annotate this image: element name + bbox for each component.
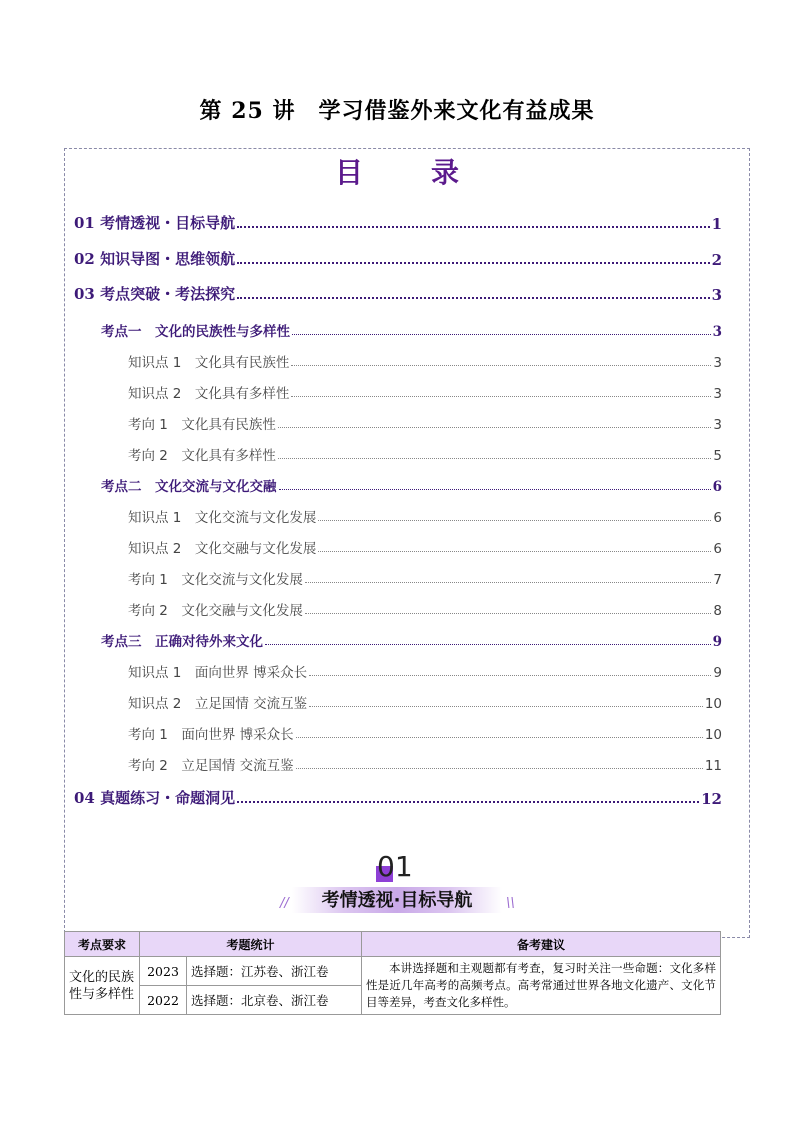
table-of-contents [64,148,750,938]
stat-cell: 选择题：北京卷、浙江卷 [187,986,362,1015]
toc-entry[interactable]: 考点二 文化交流与文化交融 6 [101,479,722,495]
table-header: 考题统计 [140,932,362,957]
toc-entry[interactable]: 03 考点突破・考法探究 3 [74,285,722,304]
table-header-row [65,932,721,957]
toc-entry[interactable]: 01 考情透视・目标导航 1 [74,214,722,233]
advice-cell: 本讲选择题和主观题都有考查，复习时关注一些命题：文化多样性是近几年高考的高频考点。高考常通过世界各地文化遗产、文化节目等差异，考查文化多样性。 [362,957,721,1015]
topic-cell: 文化的民族性与多样性 [65,957,140,1015]
slash-decoration-left: // [280,896,289,911]
table-row [65,957,721,986]
toc-entry[interactable]: 知识点 1 面向世界 博采众长 9 [128,665,722,681]
table-header: 备考建议 [362,932,721,957]
exam-analysis-table [64,931,721,1015]
toc-entry[interactable]: 知识点 2 文化具有多样性 3 [128,386,722,402]
toc-entry[interactable]: 知识点 2 立足国情 交流互鉴 10 [128,696,722,712]
toc-heading: 目 录 [334,156,479,189]
toc-entry[interactable]: 02 知识导图・思维领航 2 [74,250,722,269]
toc-entry[interactable]: 考点一 文化的民族性与多样性 3 [101,324,722,340]
page-title: 第 25 讲 学习借鉴外来文化有益成果 [199,98,595,124]
section-title: 考情透视·目标导航 [321,890,473,911]
toc-entry[interactable]: 考点三 正确对待外来文化 9 [101,634,722,650]
toc-entry[interactable]: 知识点 1 文化具有民族性 3 [128,355,722,371]
toc-entry[interactable]: 考向 2 文化交融与文化发展 8 [128,603,722,619]
toc-entry[interactable]: 知识点 1 文化交流与文化发展 6 [128,510,722,526]
toc-entry[interactable]: 04 真题练习・命题洞见 12 [74,789,722,808]
year-cell: 2023 [140,957,187,986]
toc-entry[interactable]: 知识点 2 文化交融与文化发展 6 [128,541,722,557]
toc-entry[interactable]: 考向 2 立足国情 交流互鉴 11 [128,758,722,774]
slash-decoration-right: \\ [506,896,515,911]
toc-entry[interactable]: 考向 1 面向世界 博采众长 10 [128,727,722,743]
table-header: 考点要求 [65,932,140,957]
section-number: 01 [377,850,413,883]
toc-entry[interactable]: 考向 1 文化交流与文化发展 7 [128,572,722,588]
year-cell: 2022 [140,986,187,1015]
toc-entry[interactable]: 考向 1 文化具有民族性 3 [128,417,722,433]
stat-cell: 选择题：江苏卷、浙江卷 [187,957,362,986]
toc-entry[interactable]: 考向 2 文化具有多样性 5 [128,448,722,464]
